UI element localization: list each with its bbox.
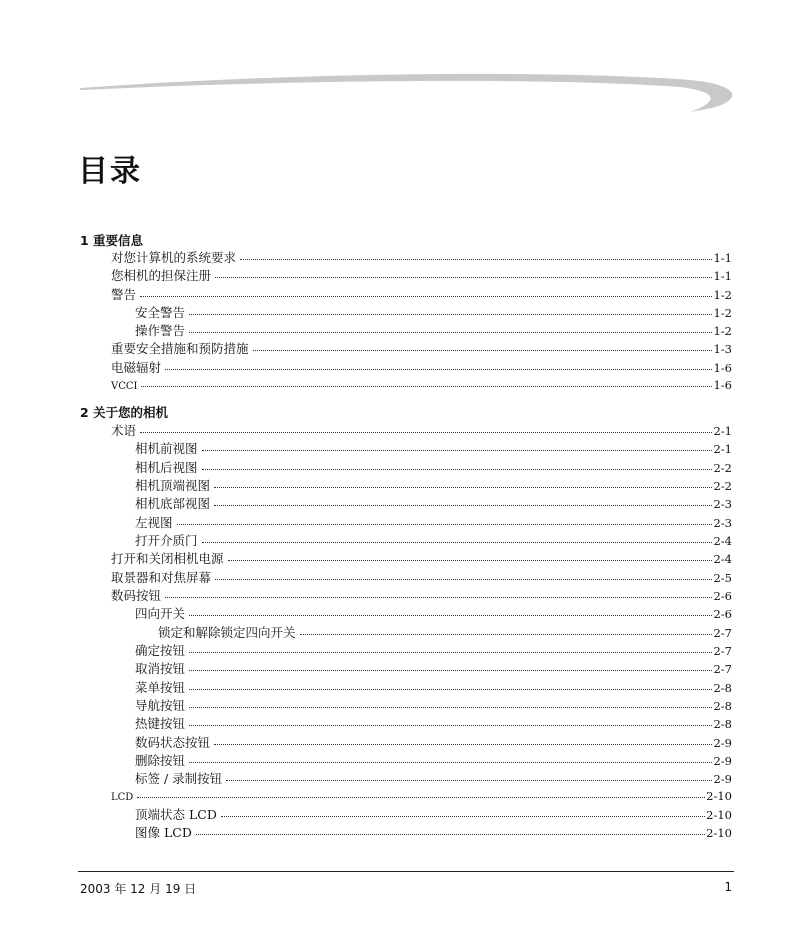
toc-entry[interactable]: 锁定和解除锁定四向开关 2-7	[158, 625, 732, 640]
toc-entry[interactable]: 重要安全措施和预防措施 1-3	[111, 341, 732, 356]
toc-entry[interactable]: 图像 LCD 2-10	[135, 825, 732, 840]
page-title: 目录	[78, 154, 142, 189]
toc-entry[interactable]: 相机前视图 2-1	[135, 441, 732, 456]
toc-entry[interactable]: 术语 2-1	[111, 423, 732, 438]
toc-entry[interactable]: 取景器和对焦屏幕 2-5	[111, 570, 732, 585]
toc-entry[interactable]: 操作警告 1-2	[135, 323, 732, 338]
toc-section-heading-2: 2 关于您的相机	[80, 405, 169, 420]
toc-entry[interactable]: 您相机的担保注册 1-1	[111, 268, 732, 283]
toc-entry[interactable]: VCCI 1-6	[111, 378, 732, 392]
footer-divider	[78, 871, 734, 872]
toc-entry[interactable]: 打开和关闭相机电源 2-4	[111, 551, 732, 566]
toc-entry[interactable]: LCD 2-10	[111, 789, 732, 803]
toc-entry[interactable]: 删除按钮 2-9	[135, 753, 732, 768]
toc-entry[interactable]: 四向开关 2-6	[135, 606, 732, 621]
toc-entry[interactable]: 左视图 2-3	[135, 515, 732, 530]
toc-entry[interactable]: 对您计算机的系统要求 1-1	[111, 250, 732, 265]
toc-section-heading-1: 1 重要信息	[80, 233, 144, 248]
toc-entry[interactable]: 导航按钮 2-8	[135, 698, 732, 713]
toc-entry[interactable]: 电磁辐射 1-6	[111, 360, 732, 375]
toc-entry[interactable]: 顶端状态 LCD 2-10	[135, 807, 732, 822]
toc-entry[interactable]: 相机底部视图 2-3	[135, 496, 732, 511]
toc-entry[interactable]: 安全警告 1-2	[135, 305, 732, 320]
toc-entry[interactable]: 确定按钮 2-7	[135, 643, 732, 658]
toc-entry[interactable]: 警告 1-2	[111, 287, 732, 302]
toc-entry[interactable]: 取消按钮 2-7	[135, 661, 732, 676]
toc-entry[interactable]: 菜单按钮 2-8	[135, 680, 732, 695]
toc-entry[interactable]: 打开介质门 2-4	[135, 533, 732, 548]
toc-entry[interactable]: 数码按钮 2-6	[111, 588, 732, 603]
toc-entry[interactable]: 热键按钮 2-8	[135, 716, 732, 731]
header-swoosh-graphic	[0, 0, 788, 130]
toc-entry[interactable]: 相机后视图 2-2	[135, 460, 732, 475]
footer-date: 2003 年 12 月 19 日	[80, 882, 197, 896]
footer-page-number: 1	[724, 880, 732, 894]
toc-entry[interactable]: 数码状态按钮 2-9	[135, 735, 732, 750]
toc-entry[interactable]: 标签 / 录制按钮 2-9	[135, 771, 732, 786]
toc-entry[interactable]: 相机顶端视图 2-2	[135, 478, 732, 493]
